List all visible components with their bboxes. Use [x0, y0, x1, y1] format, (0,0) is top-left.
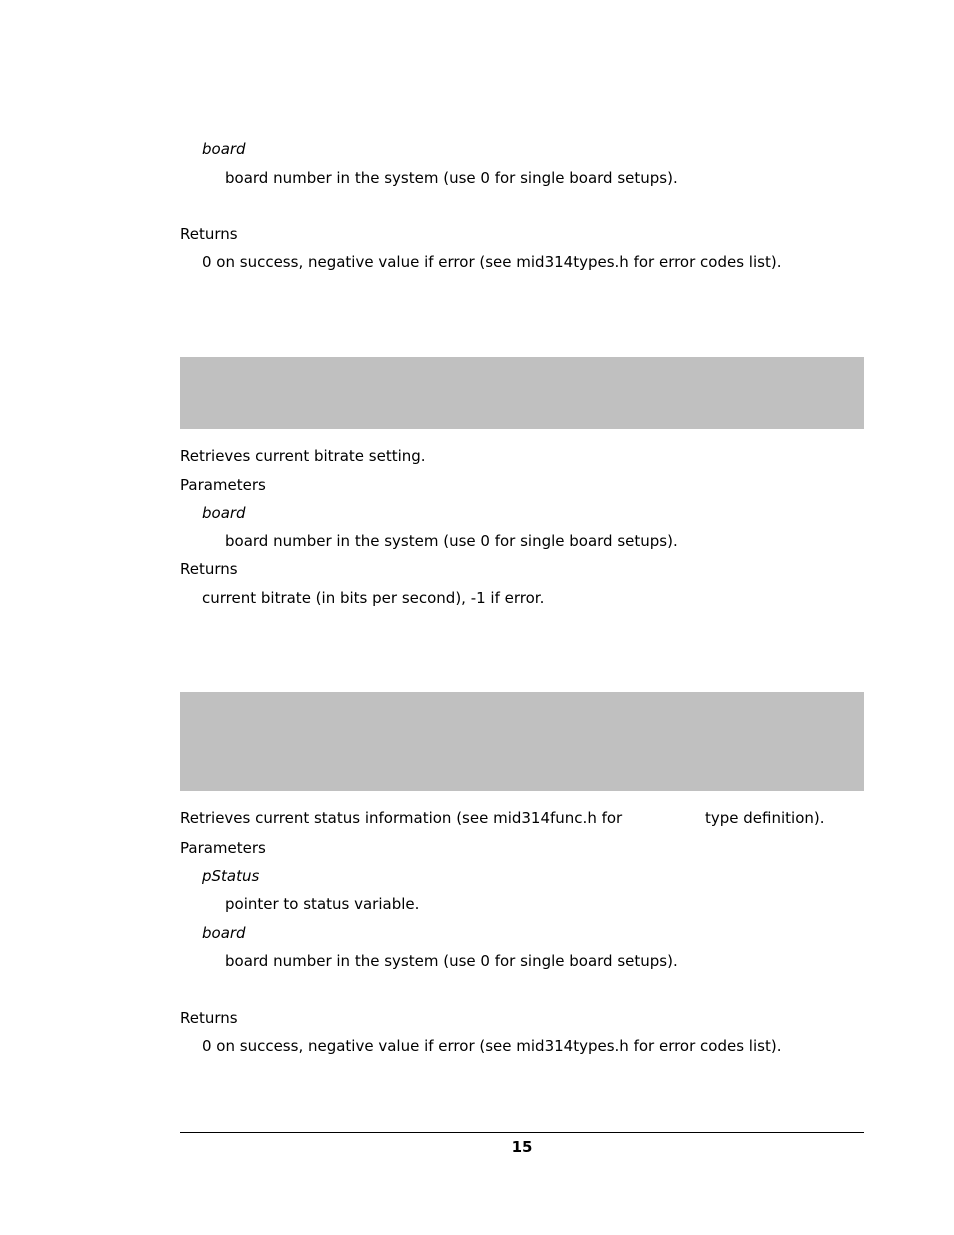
- returns-desc: current bitrate (in bits per second), -1 if error.: [202, 589, 545, 607]
- param-desc-pstatus: pointer to status variable.: [225, 895, 420, 913]
- returns-label: Returns: [180, 1009, 238, 1027]
- footer-rule: [180, 1132, 864, 1133]
- param-name-pstatus: pStatus: [202, 867, 260, 885]
- param-desc-board: board number in the system (use 0 for single board setups).: [225, 952, 678, 970]
- function-description-continued: type definition).: [705, 809, 825, 827]
- function-description: Retrieves current status information (see mid314func.h for: [180, 809, 623, 827]
- returns-desc: 0 on success, negative value if error (see mid314types.h for error codes list).: [202, 1037, 782, 1055]
- function-header-band: [180, 357, 864, 429]
- returns-desc: 0 on success, negative value if error (see mid314types.h for error codes list).: [202, 253, 782, 271]
- param-desc-board: board number in the system (use 0 for single board setups).: [225, 169, 678, 187]
- param-name-board: board: [202, 140, 246, 158]
- function-description: Retrieves current bitrate setting.: [180, 447, 426, 465]
- returns-label: Returns: [180, 560, 238, 578]
- param-name-board: board: [202, 924, 246, 942]
- param-name-board: board: [202, 504, 246, 522]
- parameters-label: Parameters: [180, 839, 266, 857]
- page-number: 15: [511, 1138, 533, 1156]
- returns-label: Returns: [180, 225, 238, 243]
- function-header-band: [180, 692, 864, 791]
- param-desc-board: board number in the system (use 0 for single board setups).: [225, 532, 678, 550]
- parameters-label: Parameters: [180, 476, 266, 494]
